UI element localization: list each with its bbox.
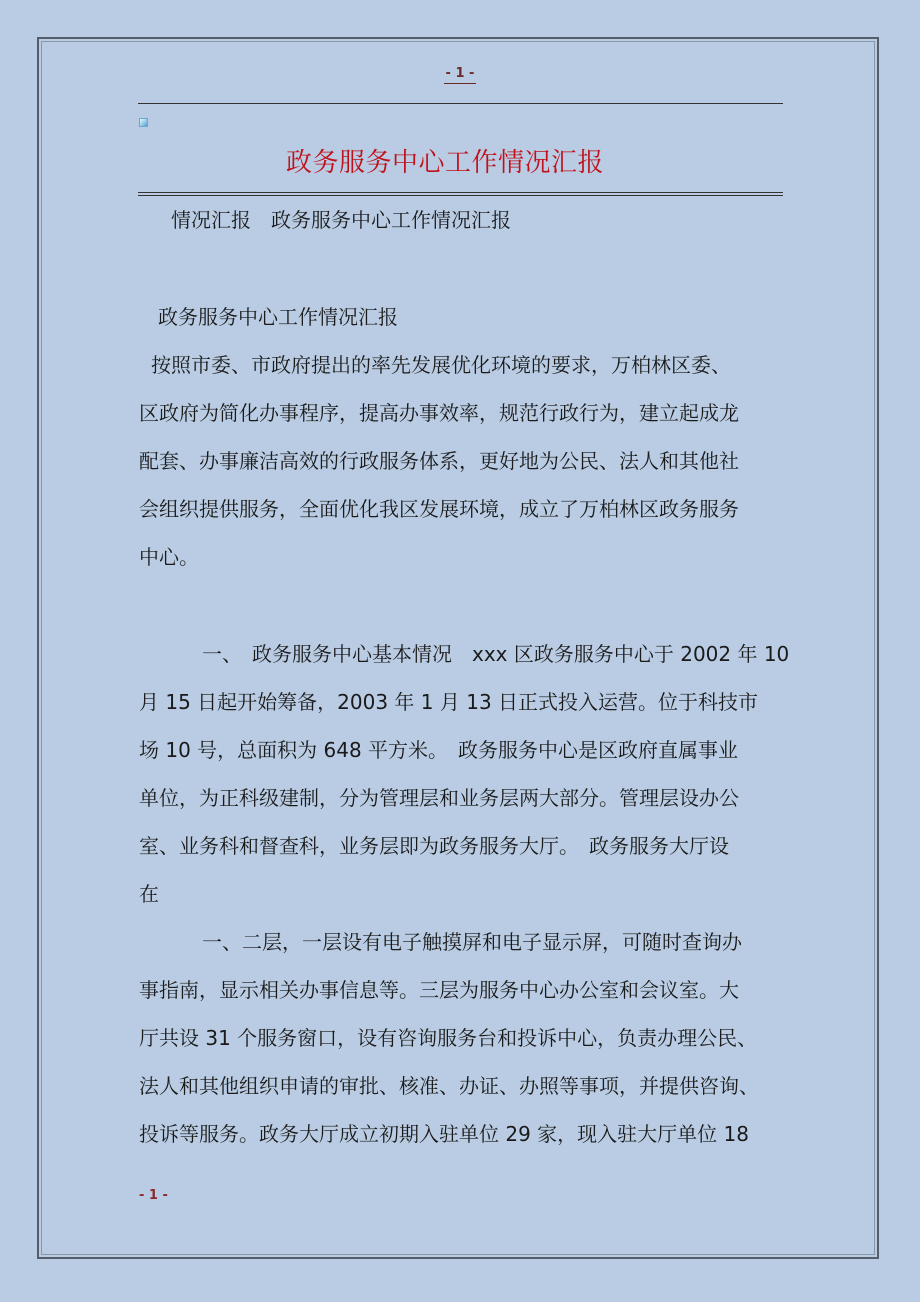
paragraph1-line-5: 中心。 <box>139 545 199 569</box>
paragraph2-line-1: 一、 政务服务中心基本情况 xxx 区政务服务中心于 2002 年 10 <box>202 642 790 666</box>
paragraph2-line-6: 在 <box>139 882 159 906</box>
paragraph2-line-4: 单位，为正科级建制，分为管理层和业务层两大部分。管理层设办公 <box>139 786 739 810</box>
image-placeholder-icon <box>139 118 148 127</box>
paragraph1-line-3: 配套、办事廉洁高效的行政服务体系，更好地为公民、法人和其他社 <box>139 449 739 473</box>
paragraph2-line-5: 室、业务科和督查科，业务层即为政务服务大厅。 政务服务大厅设 <box>139 834 729 858</box>
header-rule <box>138 103 783 104</box>
paragraph1-line-4: 会组织提供服务，全面优化我区发展环境，成立了万柏林区政务服务 <box>139 497 739 521</box>
paragraph3-line-5: 投诉等服务。政务大厅成立初期入驻单位 29 家，现入驻大厅单位 18 <box>139 1122 749 1146</box>
paragraph2-line-3: 场 10 号，总面积为 648 平方米。 政务服务中心是区政府直属事业 <box>139 738 739 762</box>
footer-page-number: - 1 - <box>139 1188 168 1203</box>
section-title: 政务服务中心工作情况汇报 <box>158 305 398 329</box>
paragraph1-line-2: 区政府为简化办事程序，提高办事效率，规范行政行为，建立起成龙 <box>139 401 739 425</box>
document-title: 政务服务中心工作情况汇报 <box>285 148 604 178</box>
header-page-number-text: - 1 - <box>444 66 477 84</box>
paragraph3-line-2: 事指南，显示相关办事信息等。三层为服务中心办公室和会议室。大 <box>139 978 739 1002</box>
document-subtitle: 情况汇报 政务服务中心工作情况汇报 <box>171 208 511 232</box>
title-rule-bottom <box>138 195 783 196</box>
paragraph3-line-4: 法人和其他组织申请的审批、核准、办证、办照等事项，并提供咨询、 <box>139 1074 759 1098</box>
paragraph3-line-1: 一、二层，一层设有电子触摸屏和电子显示屏，可随时查询办 <box>202 930 742 954</box>
paragraph1-line-1: 按照市委、市政府提出的率先发展优化环境的要求，万柏林区委、 <box>151 353 731 377</box>
title-rule-top <box>138 192 783 193</box>
paragraph3-line-3: 厅共设 31 个服务窗口，设有咨询服务台和投诉中心，负责办理公民、 <box>139 1026 758 1050</box>
paragraph2-line-2: 月 15 日起开始筹备，2003 年 1 月 13 日正式投入运营。位于科技市 <box>139 690 759 714</box>
header-page-number <box>0 66 920 81</box>
